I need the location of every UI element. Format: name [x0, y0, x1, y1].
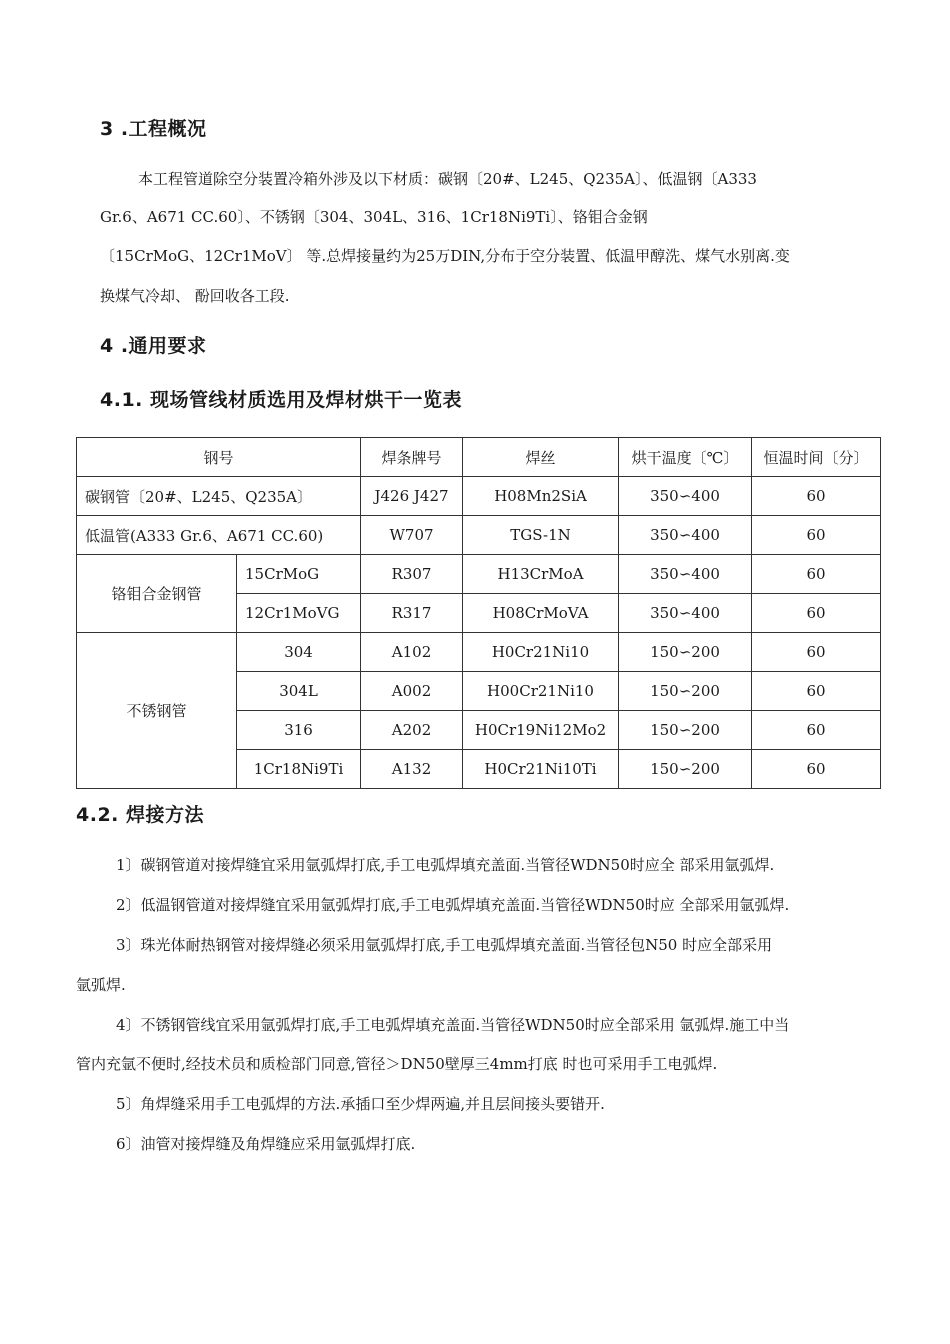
section-4-1-heading: 4.1. 现场管线材质选用及焊材烘干一览表: [100, 389, 462, 411]
method-line-5: 4〕不锈钢管线宜采用氩弧焊打底,手工电弧焊填充盖面.当管径WDN50时应全部采用 氩弧焊.施工中当: [116, 1016, 790, 1034]
method-line-2: 2〕低温钢管道对接焊缝宜采用氩弧焊打底,手工电弧焊填充盖面.当管径WDN50时应 全部采用氩弧焊.: [116, 896, 790, 914]
cell-electrode: J426 J427: [361, 477, 463, 516]
method-line-6: 管内充氩不便时,经技术员和质检部门同意,管径＞DN50壁厚三4mm打底 时也可采用手工电弧焊.: [76, 1055, 718, 1073]
group-label-crmo: 铬钼合金钢管: [77, 555, 237, 633]
section-3-heading: 3 .工程概况: [100, 118, 207, 140]
cell-grade: 12Cr1MoVG: [237, 594, 361, 633]
cell-electrode: R317: [361, 594, 463, 633]
cell-time: 60: [752, 516, 881, 555]
cell-time: 60: [752, 477, 881, 516]
header-temp: 烘干温度〔℃〕: [619, 438, 752, 477]
cell-electrode: A202: [361, 711, 463, 750]
header-steel: 钢号: [77, 438, 361, 477]
group-label-stainless: 不锈钢管: [77, 633, 237, 789]
cell-temp: 350∽400: [619, 516, 752, 555]
cell-grade: 304L: [237, 672, 361, 711]
header-wire: 焊丝: [463, 438, 619, 477]
cell-time: 60: [752, 555, 881, 594]
cell-grade: 1Cr18Ni9Ti: [237, 750, 361, 789]
cell-wire: H0Cr19Ni12Mo2: [463, 711, 619, 750]
cell-electrode: A132: [361, 750, 463, 789]
cell-temp: 350∽400: [619, 555, 752, 594]
cell-electrode: W707: [361, 516, 463, 555]
cell-grade: 304: [237, 633, 361, 672]
table-header-row: [77, 438, 881, 477]
method-line-3: 3〕珠光体耐热钢管对接焊缝必须采用氩弧焊打底,手工电弧焊填充盖面.当管径包N50 时应全部采用: [116, 936, 773, 954]
section-3-line-1: 本工程管道除空分装置冷箱外涉及以下材质：碳钢〔20#、L245、Q235A〕、低温钢〔A333: [138, 170, 757, 188]
method-line-7: 5〕角焊缝采用手工电弧焊的方法.承插口至少焊两遍,并且层间接头要错开.: [116, 1095, 605, 1113]
cell-grade: 15CrMoG: [237, 555, 361, 594]
header-time: 恒温时间〔分〕: [752, 438, 881, 477]
cell-wire: H13CrMoA: [463, 555, 619, 594]
cell-temp: 150∽200: [619, 750, 752, 789]
section-4-heading: 4 .通用要求: [100, 335, 207, 357]
cell-wire: TGS-1N: [463, 516, 619, 555]
cell-wire: H08Mn2SiA: [463, 477, 619, 516]
cell-temp: 150∽200: [619, 672, 752, 711]
cell-time: 60: [752, 672, 881, 711]
cell-wire: H0Cr21Ni10Ti: [463, 750, 619, 789]
section-3-line-2: Gr.6、A671 CC.60〕、不锈钢〔304、304L、316、1Cr18Ni9Ti〕、铬钼合金钢: [100, 208, 648, 226]
cell-steel: 碳钢管〔20#、L245、Q235A〕: [77, 477, 361, 516]
section-4-2-heading: 4.2. 焊接方法: [76, 804, 204, 826]
method-line-1: 1〕碳钢管道对接焊缝宜采用氩弧焊打底,手工电弧焊填充盖面.当管径WDN50时应全 部采用氩弧焊.: [116, 856, 775, 874]
method-line-8: 6〕油管对接焊缝及角焊缝应采用氩弧焊打底.: [116, 1135, 416, 1153]
table-row: [77, 633, 881, 672]
cell-wire: H0Cr21Ni10: [463, 633, 619, 672]
section-3-line-4: 换煤气冷却、 酚回收各工段.: [100, 287, 290, 305]
table-row: [77, 477, 881, 516]
cell-time: 60: [752, 633, 881, 672]
cell-wire: H08CrMoVA: [463, 594, 619, 633]
header-electrode: 焊条牌号: [361, 438, 463, 477]
cell-temp: 350∽400: [619, 594, 752, 633]
cell-electrode: A102: [361, 633, 463, 672]
table-row: [77, 555, 881, 594]
cell-electrode: R307: [361, 555, 463, 594]
cell-electrode: A002: [361, 672, 463, 711]
method-line-4: 氩弧焊.: [76, 976, 126, 994]
materials-table: [76, 437, 881, 789]
cell-wire: H00Cr21Ni10: [463, 672, 619, 711]
section-3-line-3: 〔15CrMoG、12Cr1MoV〕 等.总焊接量约为25万DIN,分布于空分装置、低温甲醇洗、煤气水别离.变: [100, 247, 790, 265]
cell-time: 60: [752, 594, 881, 633]
cell-temp: 150∽200: [619, 711, 752, 750]
cell-grade: 316: [237, 711, 361, 750]
cell-temp: 350∽400: [619, 477, 752, 516]
cell-time: 60: [752, 750, 881, 789]
cell-steel: 低温管(A333 Gr.6、A671 CC.60): [77, 516, 361, 555]
cell-temp: 150∽200: [619, 633, 752, 672]
cell-time: 60: [752, 711, 881, 750]
table-row: [77, 516, 881, 555]
